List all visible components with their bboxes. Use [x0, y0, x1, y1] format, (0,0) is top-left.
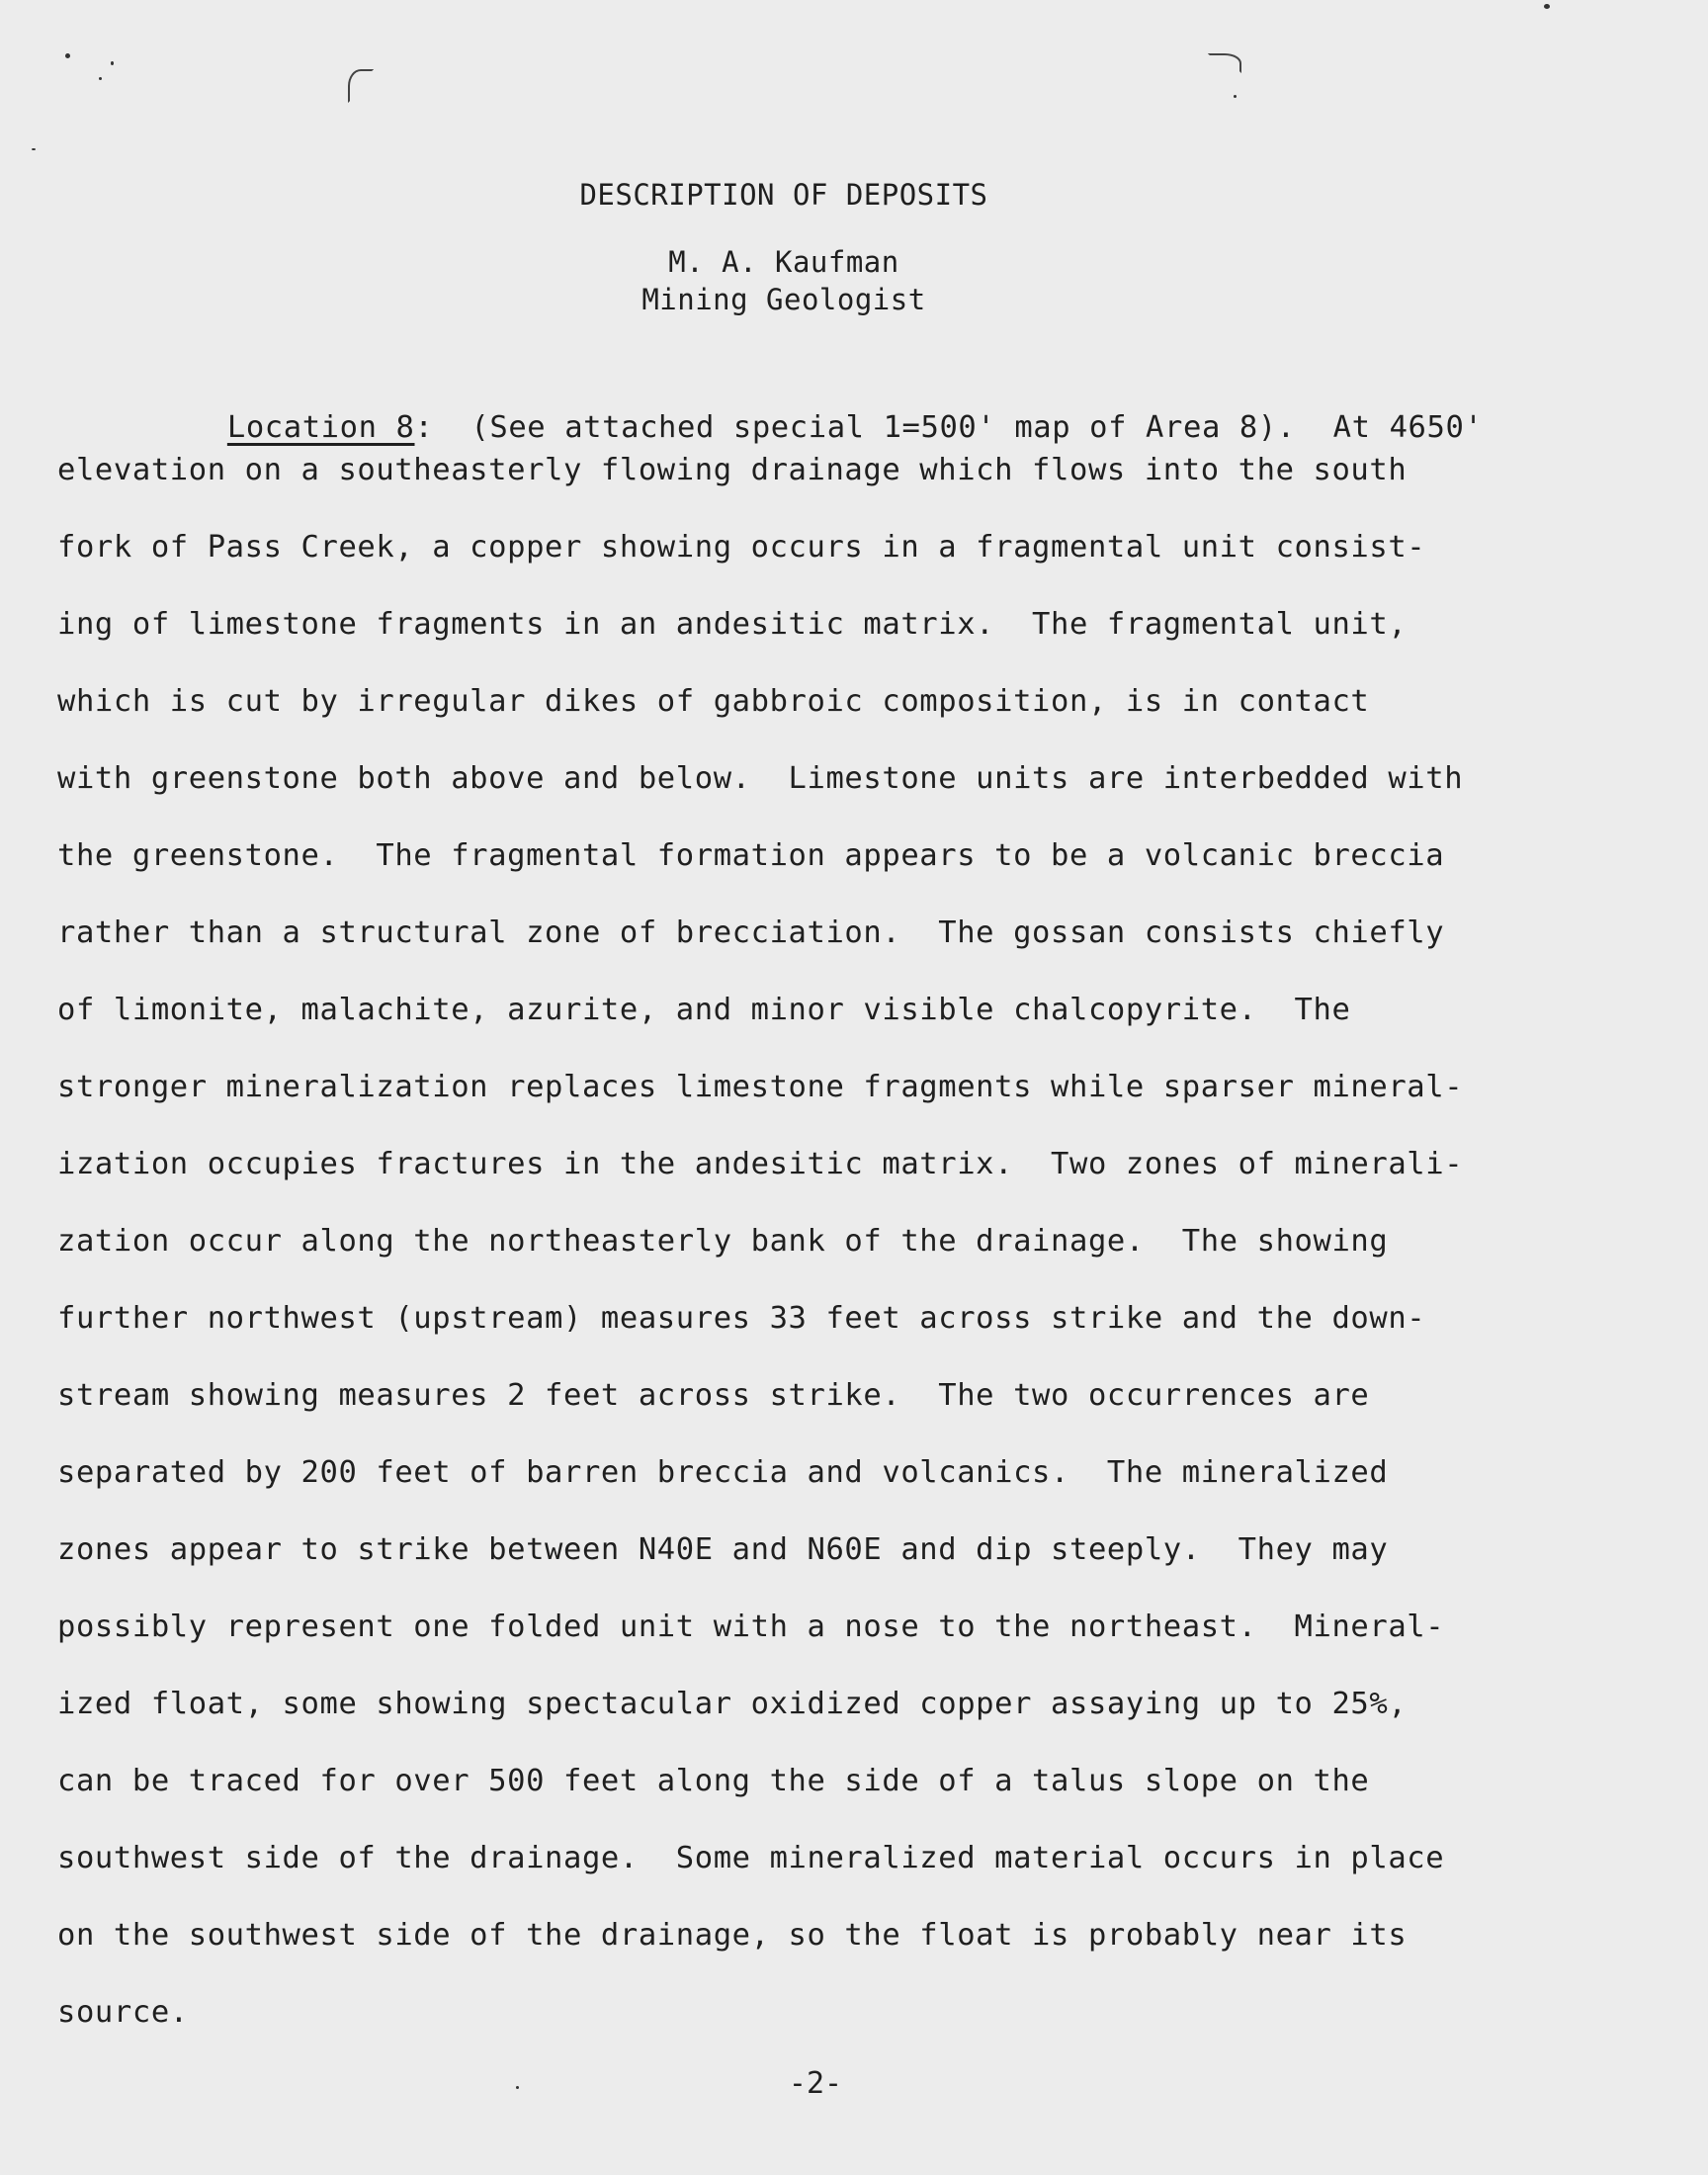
body-line: ization occupies fractures in the andesitic matrix. Two zones of minerali-: [57, 1147, 1464, 1181]
body-line: on the southwest side of the drainage, so the float is probably near its: [57, 1918, 1408, 1953]
body-line: can be traced for over 500 feet along the side of a talus slope on the: [57, 1764, 1370, 1798]
author-name: M. A. Kaufman: [668, 245, 899, 279]
location-label: Location 8: [226, 410, 415, 445]
scan-speck: [65, 53, 70, 58]
scan-speck: [32, 148, 36, 150]
body-line: source.: [57, 1995, 189, 2030]
body-line: of limonite, malachite, azurite, and minor visible chalcopyrite. The: [57, 993, 1351, 1027]
scan-speck: [111, 61, 114, 65]
scan-mark: [348, 69, 374, 103]
body-line-text: (See attached special 1=500' map of Area 8). At 4650': [470, 410, 1484, 445]
body-line: zones appear to strike between N40E and N60E and dip steeply. They may: [57, 1532, 1389, 1567]
body-line: stream showing measures 2 feet across strike. The two occurrences are: [57, 1378, 1370, 1413]
body-line: the greenstone. The fragmental formation appears to be a volcanic breccia: [57, 838, 1445, 873]
location-colon: :: [414, 410, 434, 445]
scan-speck: [99, 77, 102, 80]
body-line: separated by 200 feet of barren breccia and volcanics. The mineralized: [57, 1455, 1389, 1490]
page-number: -2-: [788, 2066, 843, 2101]
body-line: fork of Pass Creek, a copper showing occurs in a fragmental unit consist-: [57, 530, 1426, 565]
body-line: southwest side of the drainage. Some mineralized material occurs in place: [57, 1841, 1445, 1875]
body-line: further northwest (upstream) measures 33 feet across strike and the down-: [57, 1301, 1426, 1336]
scan-mark: [1208, 53, 1241, 73]
scan-speck: [1234, 95, 1237, 98]
document-title: DESCRIPTION OF DEPOSITS: [579, 178, 988, 212]
body-line: ized float, some showing spectacular oxidized copper assaying up to 25%,: [57, 1687, 1408, 1721]
body-line: rather than a structural zone of brecciation. The gossan consists chiefly: [57, 915, 1445, 950]
body-line: elevation on a southeasterly flowing drainage which flows into the south: [57, 453, 1408, 487]
scan-speck: [1544, 4, 1550, 9]
body-line: with greenstone both above and below. Limestone units are interbedded with: [57, 761, 1464, 796]
body-line: stronger mineralization replaces limestone fragments while sparser mineral-: [57, 1070, 1464, 1104]
author-role: Mining Geologist: [641, 283, 926, 316]
body-line: ing of limestone fragments in an andesitic matrix. The fragmental unit,: [57, 607, 1408, 642]
body-line: possibly represent one folded unit with a nose to the northeast. Mineral-: [57, 1610, 1445, 1644]
body-line: which is cut by irregular dikes of gabbroic composition, is in contact: [57, 684, 1370, 719]
body-line: zation occur along the northeasterly bank of the drainage. The showing: [57, 1224, 1389, 1259]
